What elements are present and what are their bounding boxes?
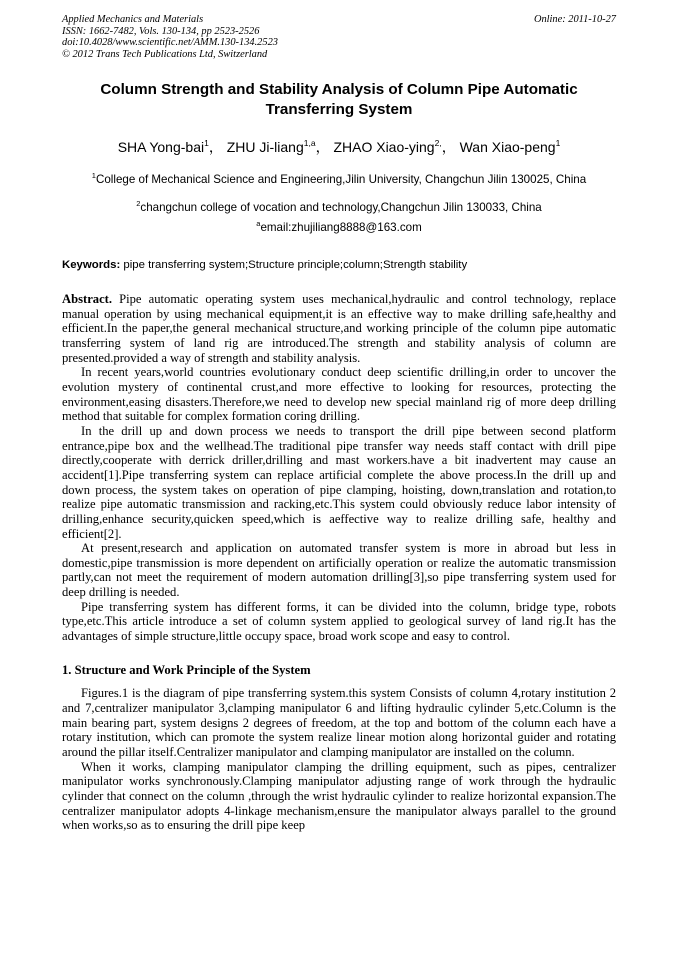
title-line-2: Transferring System <box>265 101 413 118</box>
issn-line: ISSN: 1662-7482, Vols. 130-134, pp 2523-2526 <box>62 25 260 37</box>
abstract-paragraph <box>62 292 616 365</box>
section-paragraph: When it works, clamping manipulator clamping the drilling equipment, such as pipes, centralizer manipulator works synchronously.Clamping manipulator adjusting range of work through the hydraulic cylinder that connect on the column ,through the wrist hydraulic cylinder to realize horizontal expansion.The centralizer manipulator adopts 4-linkage mechanism,ensure the manipulator always parallel to the ground when works,so as to ensuring the drill pipe keep <box>62 759 616 833</box>
intro-paragraph: Pipe transferring system has different forms, it can be divided into the column, bridge type, robots type,etc.This article introduce a set of column system applied to geological survey of land rig.It has the advantages of simple structure,little occupy space, broad work scope and easy to control. <box>62 599 616 644</box>
author-list <box>62 138 616 156</box>
intro-paragraph: In the drill up and down process we needs to transport the drill pipe between second platform entrance,pipe box and the wellhead.The traditional pipe transfer way needs staff contact with drill pipe directly,cooperate with derrick driller,drilling and mast workers.have a bit inadvertent may cause an accident[1].Pipe transferring system can replace artificial complete the above process.In the drill up and down process, the system takes on operation of pipe clamping, hoisting, down,translation and rotation,to realize pipe automatic transmission and racking,etc.This system could obviously reduce labor intensity of drilling,enhance security,quicken speed,which is aeffective way to realize drilling safe, healthy and efficient[2]. <box>62 423 616 541</box>
abstract-text: Pipe automatic operating system uses mechanical,hydraulic and control technology, replace manual operation by using mechanical equipment,it is an effective way to make drilling safe,healthy and efficient.In the paper,the general mechanical structure,and working principle of the column pipe automatic transferring system of land rig are introduced.The strength and stability analysis of column are presented.provided a way of strength and stability analysis. <box>62 292 616 365</box>
affiliation-text: College of Mechanical Science and Engineering,Jilin University, Changchun Jilin 130025, China <box>95 173 587 186</box>
keywords <box>62 258 616 273</box>
title-line-1: Column Strength and Stability Analysis of Column Pipe Automatic <box>100 81 578 98</box>
copyright-line: © 2012 Trans Tech Publications Ltd, Switzerland <box>62 48 268 60</box>
paper-title <box>62 80 616 120</box>
affiliation-sup: 1 <box>91 171 96 180</box>
paper-body <box>62 292 616 833</box>
keywords-label: Keywords: <box>62 259 121 271</box>
keywords-text: pipe transferring system;Structure principle;column;Strength stability <box>120 259 468 271</box>
author-separator: ， <box>208 139 223 155</box>
online-date: Online: 2011-10-27 <box>533 14 616 25</box>
author-separator: ， <box>441 139 456 155</box>
section-paragraph: Figures.1 is the diagram of pipe transferring system.this system Consists of column 4,rotary institution 2 and 7,centralizer manipulator 3,clamping manipulator 6 and lifting hydraulic cylinder 5,etc.Column is the main bearing part, system designs 2 degrees of freedom, at the top and bottom of the column each have a rotary institution, which can promote the system realize linear motion along horizontal guider and rotating around the pillar itself.Centralizer manipulator and clamping manipulator are installed on the column. <box>62 686 616 760</box>
author-name: ZHU Ji-liang <box>226 139 304 155</box>
affiliation-text: changchun college of vocation and technology,Changchun Jilin 130033, China <box>140 201 542 214</box>
intro-paragraph: At present,research and application on automated transfer system is more in abroad but less in domestic,pipe transmission is more dependent on artificially operation or realize the automatic transmission partly,can not meet the requirement of modern automation drilling[3],so pipe transferring system used for deep drilling is needed. <box>62 541 616 600</box>
email-sup: a <box>256 219 261 228</box>
author-sup: 1 <box>204 138 209 148</box>
author-name: SHA Yong-bai <box>117 139 205 155</box>
affiliation-sup: 2 <box>136 199 141 208</box>
email-text: email:zhujiliang8888@163.com <box>260 221 422 234</box>
author-email <box>62 220 616 235</box>
author-name: ZHAO Xiao-ying <box>333 139 435 155</box>
author-sup: 1,a <box>303 138 316 148</box>
author-separator: ， <box>315 139 330 155</box>
affiliation-2 <box>62 200 616 215</box>
journal-header <box>62 14 616 60</box>
author-sup: 1 <box>555 138 561 148</box>
author-name: Wan Xiao-peng <box>459 139 556 155</box>
author-sup: 2, <box>434 138 442 148</box>
doi-line: doi:10.4028/www.scientific.net/AMM.130-134.2523 <box>62 37 278 49</box>
section-heading: 1. Structure and Work Principle of the System <box>62 662 311 677</box>
affiliation-1 <box>62 172 616 187</box>
intro-paragraph: In recent years,world countries evolutionary conduct deep scientific drilling,in order to uncover the evolution mystery of continental crust,and more effective to looking for resources, protecting the environment,easing disasters.Therefore,we need to develop new special mainland rig of more deep drilling method that suitable for complex formation coring drilling. <box>62 365 616 424</box>
abstract-label: Abstract. <box>62 292 113 306</box>
journal-name: Applied Mechanics and Materials <box>62 14 204 25</box>
